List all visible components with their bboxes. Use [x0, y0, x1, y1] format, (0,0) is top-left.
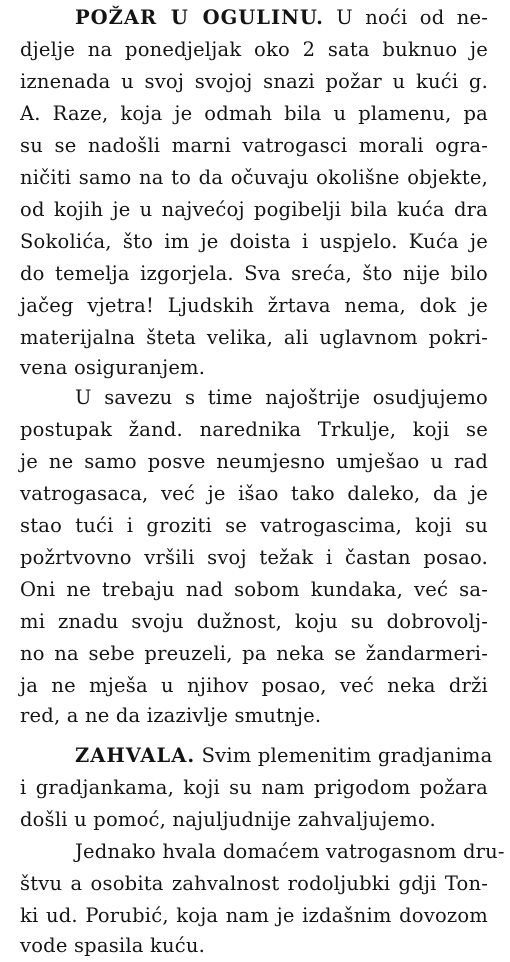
fire-notice-line-6: ničiti samo na to da očuvaju okolišne objekte, — [20, 166, 488, 189]
protest-line-3: je ne samo posve neumjesno umješao u rad — [20, 450, 488, 473]
protest-line-9: no na sebe preuzeli, pa neka se žandarmeri- — [20, 642, 488, 665]
fire-notice-line-3: iznenada u svoj svojoj snazi požar u kući g. — [20, 70, 488, 93]
fire-notice-line-4: A. Raze, koja je odmah bila u plamenu, pa — [20, 102, 488, 125]
protest-line-10: ja ne mješa u njihov posao, već neka drži — [20, 674, 488, 697]
thanks-line-4: Jednako hvala domaćem vatrogasnom dru- — [75, 840, 505, 863]
fire-notice-line-1: POŽAR U OGULINU. U noći od ne- — [75, 6, 489, 29]
protest-line-6: požrtvovno vršili svoj težak i častan posao. — [20, 546, 488, 569]
thanks-line-7: vode spasila kuću. — [20, 934, 206, 957]
protest-line-1: U savezu s time najoštrije osudjujemo — [75, 386, 488, 409]
fire-notice-line-11: materijalna šteta velika, ali uglavnom pokri- — [20, 326, 488, 349]
thanks-line-1: ZAHVALA. Svim plemenitim gradjanima — [75, 744, 493, 767]
fire-notice-line-12: vena osiguranjem. — [20, 356, 206, 379]
protest-line-4: vatrogasaca, već je išao tako daleko, da je — [20, 482, 488, 505]
fire-notice-line-9: do temelja izgorjela. Sva sreća, što nije bilo — [20, 262, 488, 285]
fire-notice-line-10: jačeg vjetra! Ljudskih žrtava nema, dok je — [20, 294, 488, 317]
thanks-line-3: došli u pomoć, najuljudnije zahvaljujemo. — [20, 808, 436, 831]
thanks-heading: ZAHVALA. — [75, 744, 196, 767]
protest-line-2: postupak žand. narednika Trkulje, koji se — [20, 418, 488, 441]
fire-notice-line-8: Sokolića, što im je doista i uspjelo. Kuća je — [20, 230, 488, 253]
thanks-line-6: ki ud. Porubić, koja nam je izdašnim dovozom — [20, 904, 488, 927]
thanks-line-5: štvu a osobita zahvalnost rodoljubki gdji Ton- — [20, 872, 488, 895]
fire-notice-line-2: djelje na ponedjeljak oko 2 sata buknuo je — [20, 38, 488, 61]
protest-line-7: Oni ne trebaju nad sobom kundaka, već sa- — [20, 578, 488, 601]
fire-notice-line-5: su se nadošli marni vatrogasci morali ogra- — [20, 134, 488, 157]
fire-notice-line-7: od kojih je u najvećoj pogibelji bila kuća dra — [20, 198, 488, 221]
fire-notice-heading: POŽAR U OGULINU. — [75, 6, 324, 29]
thanks-line-2: i gradjankama, koji su nam prigodom požara — [20, 776, 488, 799]
protest-line-8: mi znadu svoju dužnost, koju su dobrovolj- — [20, 610, 488, 633]
protest-line-5: stao tući i groziti se vatrogascima, koji su — [20, 514, 488, 537]
protest-line-11: red, a ne da izazivlje smutnje. — [20, 704, 322, 727]
